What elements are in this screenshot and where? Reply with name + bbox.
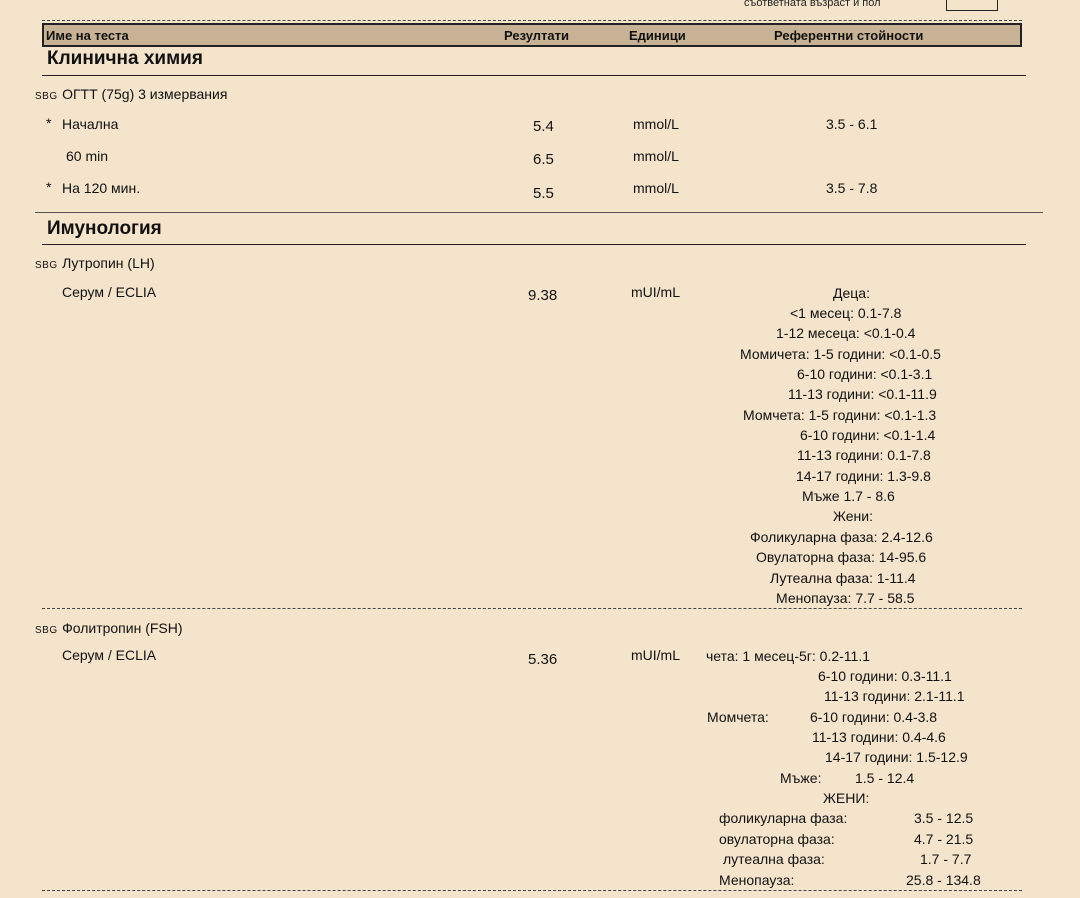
ref-line: 14-17 години: 1.3-9.8	[796, 468, 931, 484]
ref-value: 1.5 - 12.4	[855, 770, 915, 786]
ref-line: Лутеална фаза: 1-11.4	[770, 570, 916, 586]
ref-value: 3.5 - 12.5	[914, 810, 974, 826]
ref-label: Момчета:	[707, 709, 769, 725]
top-divider	[42, 20, 1022, 21]
bottom-divider	[42, 890, 1022, 891]
row-label: Начална	[62, 116, 119, 132]
col-header-ref: Референтни стойности	[774, 28, 924, 43]
section-title-immunology: Имунология	[47, 218, 162, 239]
ref-value: 1.7 - 7.7	[920, 851, 972, 867]
col-header-results: Резултати	[504, 28, 569, 43]
row-marker: *	[46, 179, 52, 195]
row-unit: mmol/L	[633, 116, 679, 132]
sbg-code: SBG	[35, 625, 58, 636]
section-underline-immunology	[42, 244, 1026, 245]
ref-line: Момичета: 1-5 години: <0.1-0.5	[740, 346, 941, 362]
ref-line: Деца:	[833, 285, 870, 301]
ref-label: Мъже:	[780, 770, 822, 786]
ref-line: Менопауза: 7.7 - 58.5	[776, 590, 915, 606]
ref-label: фоликуларна фаза:	[719, 810, 848, 826]
test-method: Серум / ECLIA	[62, 647, 157, 663]
ref-label: Менопауза:	[719, 872, 795, 888]
row-marker: *	[46, 115, 52, 131]
ref-line: <1 месец: 0.1-7.8	[790, 305, 902, 321]
ref-line: 6-10 години: <0.1-3.1	[797, 366, 933, 382]
lh-unit: mUI/mL	[631, 284, 680, 300]
row-result: 5.5	[533, 185, 554, 202]
table-header	[42, 23, 1022, 47]
row-unit: mmol/L	[633, 148, 679, 164]
row-unit: mmol/L	[633, 180, 679, 196]
ref-line: 11-13 години: 2.1-11.1	[824, 688, 965, 704]
test-name: ОГТТ (75g) 3 измервания	[62, 86, 228, 102]
test-method: Серум / ECLIA	[62, 284, 157, 300]
ref-line: Момчета: 1-5 години: <0.1-1.3	[743, 407, 937, 423]
ref-line: 6-10 години: 0.3-11.1	[818, 668, 952, 684]
row-result: 5.4	[533, 118, 554, 135]
row-label: 60 min	[66, 148, 109, 164]
fsh-unit: mUI/mL	[631, 647, 680, 663]
ref-line: Фоликуларна фаза: 2.4-12.6	[750, 529, 933, 545]
ref-line: 1-12 месеца: <0.1-0.4	[776, 325, 916, 341]
test-lh	[35, 255, 155, 273]
ref-label: лутеална фаза:	[723, 851, 825, 867]
sbg-code: SBG	[35, 91, 58, 102]
ref-line: Жени:	[833, 508, 873, 524]
sbg-code: SBG	[35, 260, 58, 271]
row-label: На 120 мин.	[62, 180, 141, 196]
ref-line: 14-17 години: 1.5-12.9	[825, 749, 968, 765]
corner-box	[946, 0, 998, 11]
fsh-result: 5.36	[528, 651, 558, 668]
test-name: Фолитропин (FSH)	[62, 620, 183, 636]
ref-line: Мъже 1.7 - 8.6	[802, 488, 895, 504]
ref-line: 11-13 години: 0.1-7.8	[797, 447, 931, 463]
ref-value: 25.8 - 134.8	[906, 872, 981, 888]
test-ogtt	[35, 86, 227, 104]
row-ref: 3.5 - 7.8	[826, 180, 878, 196]
test-fsh	[35, 620, 183, 638]
ref-value: 4.7 - 21.5	[914, 831, 974, 847]
age-gender-note: съответната възраст и пол	[744, 0, 881, 9]
section-divider	[35, 212, 1043, 213]
lh-result: 9.38	[528, 287, 558, 304]
ref-line: чета: 1 месец-5г: 0.2-11.1	[706, 648, 870, 664]
col-header-name: Име на теста	[46, 28, 129, 43]
ref-line: Овулаторна фаза: 14-95.6	[756, 549, 927, 565]
ref-label: овулаторна фаза:	[719, 831, 835, 847]
ref-line: 6-10 години: <0.1-1.4	[800, 427, 936, 443]
col-header-units: Единици	[629, 28, 686, 43]
row-ref: 3.5 - 6.1	[826, 116, 878, 132]
ref-line: 6-10 години: 0.4-3.8	[810, 709, 938, 725]
test-divider	[42, 608, 1022, 609]
section-title-clinical: Клинична химия	[47, 48, 203, 69]
section-underline-clinical	[42, 75, 1026, 76]
row-result: 6.5	[533, 151, 554, 168]
ref-line: 11-13 години: <0.1-11.9	[788, 386, 937, 402]
ref-line: 11-13 години: 0.4-4.6	[812, 729, 946, 745]
ref-line: ЖЕНИ:	[823, 790, 870, 806]
test-name: Лутропин (LH)	[62, 255, 155, 271]
